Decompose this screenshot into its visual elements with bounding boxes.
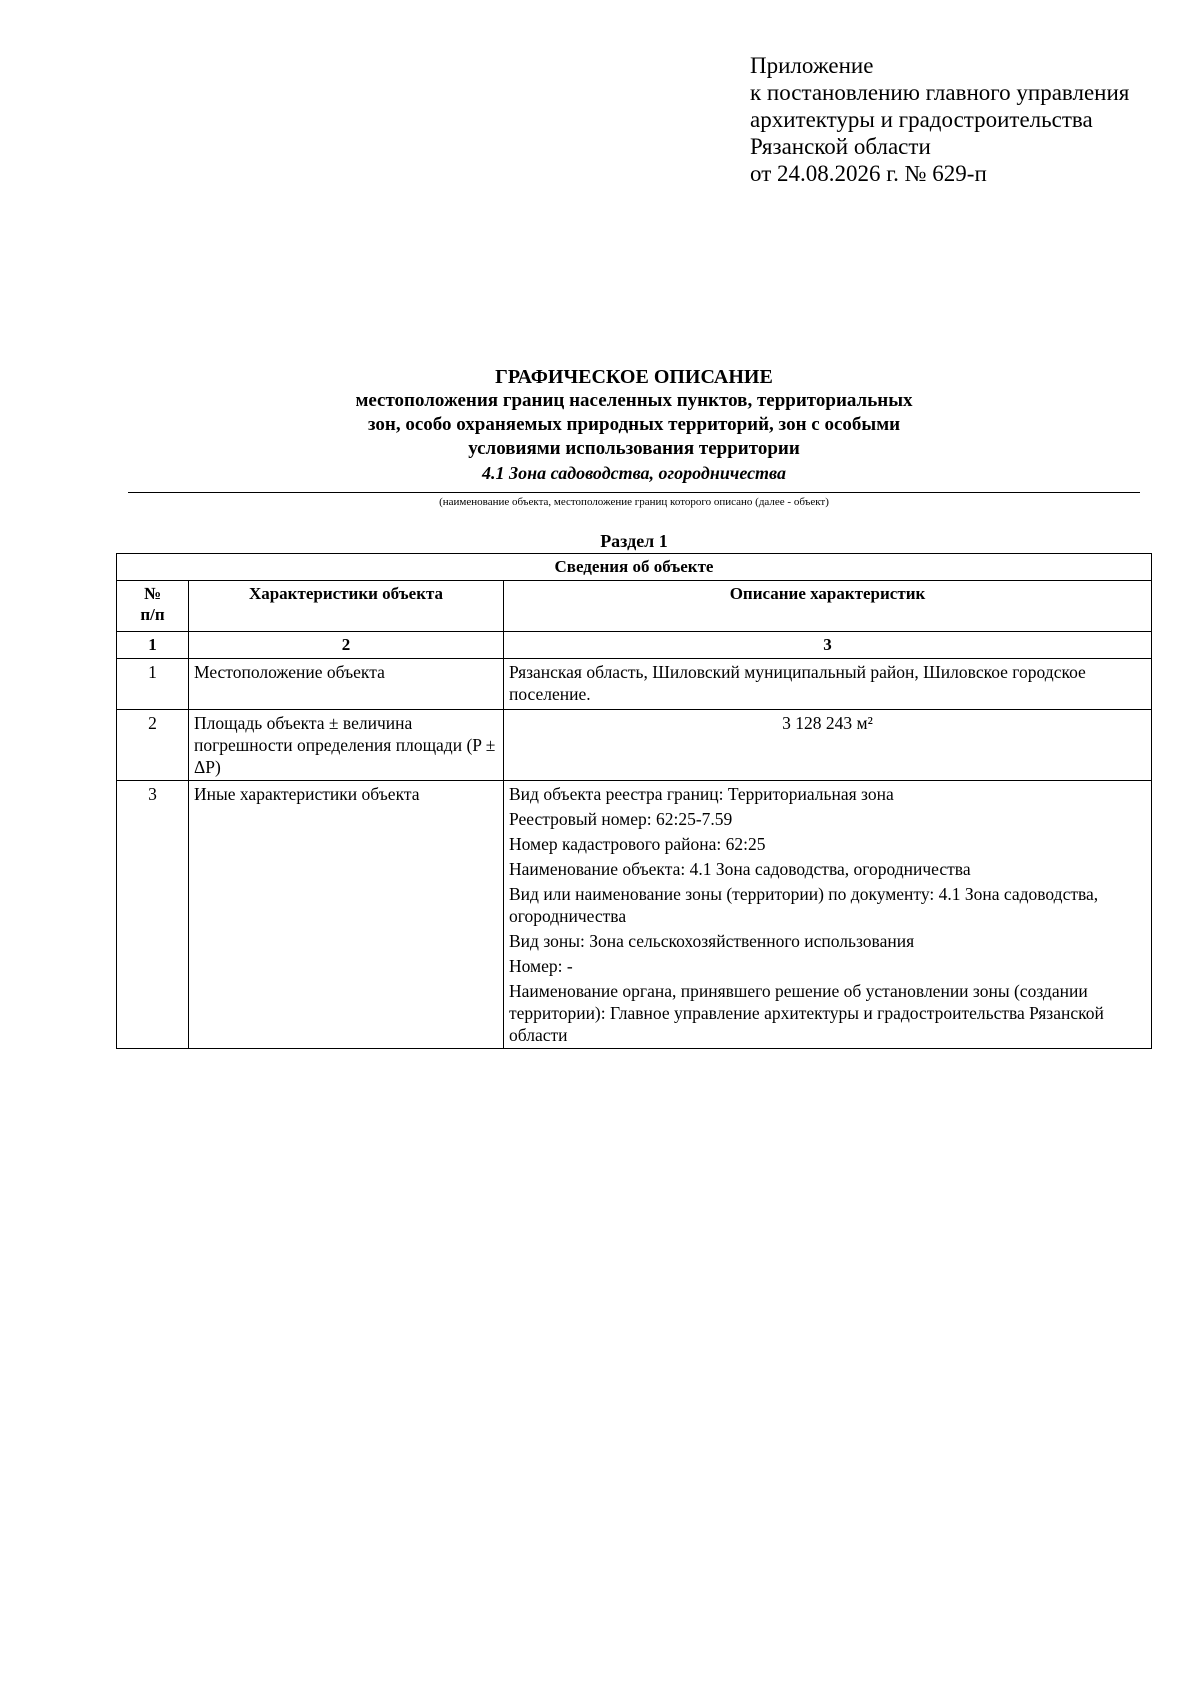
header-number-abbr: п/п xyxy=(140,605,165,624)
description-line: Наименование органа, принявшего решение об установлении зоны (создании территории): Главное управление архитектуры и градостроительства Рязанской области xyxy=(509,981,1104,1045)
document-title: ГРАФИЧЕСКОЕ ОПИСАНИЕ xyxy=(495,366,773,388)
description-line: Номер: - xyxy=(509,956,573,976)
object-name-caption: (наименование объекта, местоположение границ которого описано (далее - объект) xyxy=(439,496,829,508)
row-index: 3 xyxy=(117,781,189,1049)
table-caption: Сведения об объекте xyxy=(117,554,1152,581)
document-subtitle-line: местоположения границ населенных пунктов, территориальных xyxy=(355,390,913,411)
table-row xyxy=(117,781,1152,1049)
column-number: 2 xyxy=(189,632,504,659)
document-subtitle-line: зон, особо охраняемых природных территорий, зон с особыми xyxy=(367,414,901,435)
row-description-area: 3 128 243 м² xyxy=(504,710,1152,781)
table-row xyxy=(117,710,1152,781)
row-characteristic: Иные характеристики объекта xyxy=(189,781,504,1049)
description-line: Вид или наименование зоны (территории) по документу: 4.1 Зона садоводства, огородничества xyxy=(509,884,1099,926)
header-description: Описание характеристик xyxy=(504,581,1152,632)
appendix-date-line: от 24.08.2026 г. № 629-п xyxy=(750,161,987,186)
header-characteristics: Характеристики объекта xyxy=(189,581,504,632)
header-number-symbol: № xyxy=(143,584,162,603)
header-number xyxy=(117,581,189,632)
row-description: Рязанская область, Шиловский муниципальный район, Шиловское городское поселение. xyxy=(504,659,1152,710)
column-number: 3 xyxy=(504,632,1152,659)
table-row xyxy=(117,659,1152,710)
document-subtitle-line: условиями использования территории xyxy=(468,438,800,459)
appendix-line: к постановлению главного управления xyxy=(750,80,1130,105)
column-numbers-row xyxy=(117,632,1152,659)
appendix-line: Приложение xyxy=(750,53,874,78)
object-info-table xyxy=(116,553,1152,1049)
row-characteristic: Местоположение объекта xyxy=(189,659,504,710)
document-title-block xyxy=(128,365,1140,484)
object-name-underline xyxy=(128,492,1140,493)
appendix-line: Рязанской области xyxy=(750,134,931,159)
row-index: 2 xyxy=(117,710,189,781)
object-name: 4.1 Зона садоводства, огородничества xyxy=(482,463,786,483)
appendix-line: архитектуры и градостроительства xyxy=(750,107,1093,132)
row-description-list xyxy=(504,781,1152,1049)
column-number: 1 xyxy=(117,632,189,659)
description-line: Вид зоны: Зона сельскохозяйственного использования xyxy=(509,931,915,951)
description-line: Наименование объекта: 4.1 Зона садоводства, огородничества xyxy=(509,859,971,879)
description-line: Номер кадастрового района: 62:25 xyxy=(509,834,766,854)
table-caption-row xyxy=(117,554,1152,581)
section-title: Раздел 1 xyxy=(600,531,668,551)
description-line: Реестровый номер: 62:25-7.59 xyxy=(509,809,733,829)
description-line: Вид объекта реестра границ: Территориальная зона xyxy=(509,784,894,804)
appendix-block xyxy=(750,52,1129,187)
row-index: 1 xyxy=(117,659,189,710)
row-characteristic: Площадь объекта ± величина погрешности определения площади (P ± ΔP) xyxy=(189,710,504,781)
table-header-row xyxy=(117,581,1152,632)
